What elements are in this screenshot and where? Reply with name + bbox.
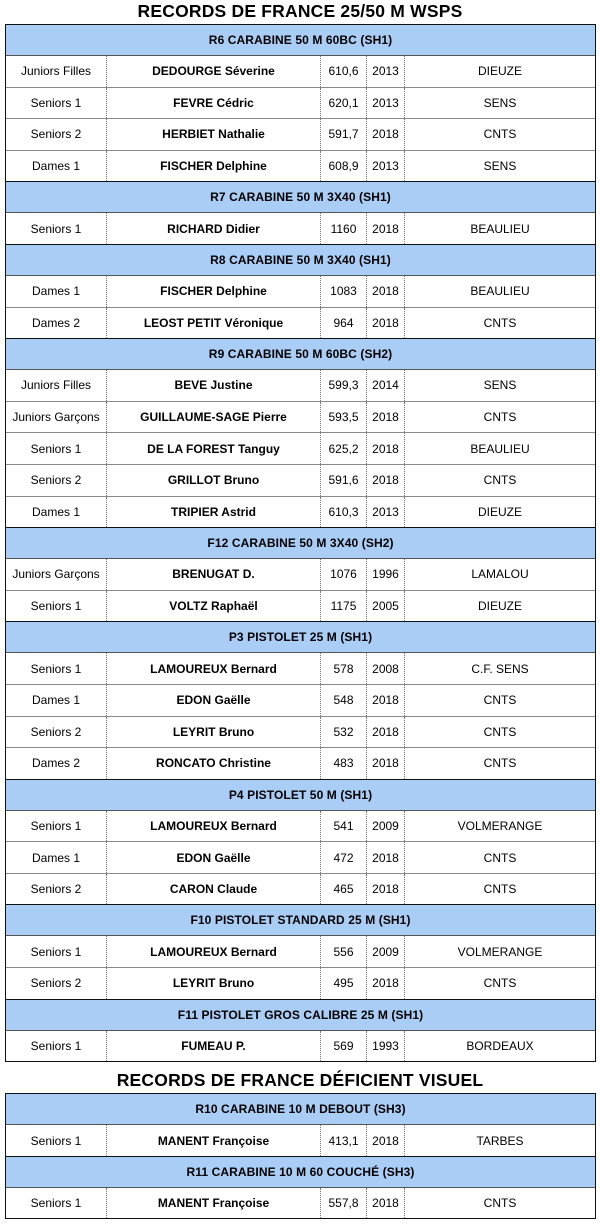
record-score: 1083	[321, 276, 367, 307]
record-holder-name: HERBIET Nathalie	[107, 119, 321, 150]
record-place: BORDEAUX	[466, 1038, 534, 1053]
records-table-deficient-visuel	[5, 1093, 596, 1219]
record-score: 556	[321, 936, 367, 967]
record-score: 593,5	[321, 402, 367, 433]
record-year: 2018	[367, 842, 405, 873]
record-row	[6, 370, 595, 402]
record-score: 620,1	[321, 88, 367, 119]
record-category: Juniors Filles	[6, 370, 107, 401]
record-category: Seniors 1	[6, 1031, 107, 1062]
record-place: BEAULIEU	[470, 284, 530, 299]
section-title-deficient-visuel: RECORDS DE FRANCE DÉFICIENT VISUEL	[116, 1070, 484, 1091]
record-category: Seniors 1	[6, 1125, 107, 1156]
record-place: LAMALOU	[471, 567, 529, 582]
record-holder-name: LEOST PETIT Véronique	[107, 308, 321, 339]
record-year: 2018	[367, 748, 405, 779]
record-category: Seniors 1	[6, 1188, 107, 1219]
record-score: 532	[321, 717, 367, 748]
record-year: 2018	[367, 1188, 405, 1219]
record-row	[6, 151, 595, 182]
record-row	[6, 559, 595, 591]
record-category: Seniors 1	[6, 653, 107, 684]
record-place: CNTS	[483, 693, 517, 708]
record-score: 610,6	[321, 56, 367, 87]
record-category: Seniors 1	[6, 88, 107, 119]
record-score: 548	[321, 685, 367, 716]
record-row	[6, 685, 595, 717]
record-place: VOLMERANGE	[457, 944, 543, 959]
record-place: SENS	[483, 159, 517, 174]
record-category: Dames 1	[6, 842, 107, 873]
event-header: R10 CARABINE 10 M DEBOUT (SH3)	[6, 1094, 595, 1125]
record-year: 2018	[367, 717, 405, 748]
record-year: 2018	[367, 465, 405, 496]
record-category: Seniors 2	[6, 874, 107, 905]
record-row	[6, 1031, 595, 1062]
record-category: Seniors 1	[6, 811, 107, 842]
record-row	[6, 88, 595, 120]
record-year: 2018	[367, 213, 405, 244]
record-score: 472	[321, 842, 367, 873]
record-year: 2005	[367, 591, 405, 622]
record-holder-name: RICHARD Didier	[107, 213, 321, 244]
record-year: 2013	[367, 56, 405, 87]
record-year: 2018	[367, 119, 405, 150]
record-place: CNTS	[483, 315, 517, 330]
page-title: RECORDS DE FRANCE 25/50 M WSPS	[137, 1, 463, 21]
record-holder-name: FUMEAU P.	[107, 1031, 321, 1062]
record-place: BEAULIEU	[470, 441, 530, 456]
record-year: 2009	[367, 936, 405, 967]
record-category: Seniors 1	[6, 591, 107, 622]
record-holder-name: BRENUGAT D.	[107, 559, 321, 590]
record-row	[6, 717, 595, 749]
record-holder-name: LAMOUREUX Bernard	[107, 811, 321, 842]
event-header: F11 PISTOLET GROS CALIBRE 25 M (SH1)	[6, 1000, 595, 1031]
record-year: 2013	[367, 88, 405, 119]
event-block	[6, 1094, 595, 1156]
record-holder-name: EDON Gaëlle	[107, 842, 321, 873]
record-place: CNTS	[483, 976, 517, 991]
record-row	[6, 936, 595, 968]
record-score: 413,1	[321, 1125, 367, 1156]
record-place: CNTS	[483, 882, 517, 897]
record-row	[6, 308, 595, 339]
event-block	[6, 779, 595, 905]
record-place: CNTS	[483, 473, 517, 488]
event-header: P4 PISTOLET 50 M (SH1)	[6, 780, 595, 811]
record-year: 2018	[367, 402, 405, 433]
record-category: Seniors 2	[6, 968, 107, 999]
record-score: 610,3	[321, 497, 367, 528]
record-place: CNTS	[483, 724, 517, 739]
record-score: 599,3	[321, 370, 367, 401]
record-place: CNTS	[483, 1196, 517, 1211]
record-score: 591,6	[321, 465, 367, 496]
record-category: Seniors 1	[6, 433, 107, 464]
event-block	[6, 244, 595, 338]
record-row	[6, 591, 595, 622]
record-score: 541	[321, 811, 367, 842]
event-header: F12 CARABINE 50 M 3X40 (SH2)	[6, 528, 595, 559]
record-place: DIEUZE	[477, 64, 522, 79]
record-category: Juniors Garçons	[6, 559, 107, 590]
event-header: P3 PISTOLET 25 M (SH1)	[6, 622, 595, 653]
record-holder-name: LEYRIT Bruno	[107, 717, 321, 748]
record-year: 2018	[367, 1125, 405, 1156]
record-holder-name: CARON Claude	[107, 874, 321, 905]
event-header: R9 CARABINE 50 M 60BC (SH2)	[6, 339, 595, 370]
record-holder-name: LAMOUREUX Bernard	[107, 936, 321, 967]
record-score: 625,2	[321, 433, 367, 464]
record-row	[6, 465, 595, 497]
record-category: Seniors 2	[6, 717, 107, 748]
record-year: 1993	[367, 1031, 405, 1062]
record-row	[6, 968, 595, 999]
record-row	[6, 213, 595, 244]
event-header: R7 CARABINE 50 M 3X40 (SH1)	[6, 182, 595, 213]
record-score: 608,9	[321, 151, 367, 182]
record-year: 2018	[367, 276, 405, 307]
record-year: 2014	[367, 370, 405, 401]
record-row	[6, 56, 595, 88]
record-year: 2009	[367, 811, 405, 842]
record-place: CNTS	[483, 756, 517, 771]
record-holder-name: VOLTZ Raphaël	[107, 591, 321, 622]
record-year: 2018	[367, 685, 405, 716]
record-score: 964	[321, 308, 367, 339]
record-place: C.F. SENS	[471, 661, 529, 676]
record-holder-name: MANENT Françoise	[107, 1188, 321, 1219]
record-year: 2013	[367, 151, 405, 182]
event-block	[6, 338, 595, 527]
record-score: 1076	[321, 559, 367, 590]
record-category: Dames 2	[6, 748, 107, 779]
record-holder-name: BEVE Justine	[107, 370, 321, 401]
record-year: 2013	[367, 497, 405, 528]
record-place: TARBES	[476, 1133, 524, 1148]
record-holder-name: LEYRIT Bruno	[107, 968, 321, 999]
record-place: CNTS	[483, 850, 517, 865]
record-holder-name: FEVRE Cédric	[107, 88, 321, 119]
record-holder-name: DEDOURGE Séverine	[107, 56, 321, 87]
event-block	[6, 527, 595, 621]
event-header: R11 CARABINE 10 M 60 COUCHÉ (SH3)	[6, 1157, 595, 1188]
record-place: DIEUZE	[477, 504, 522, 519]
record-year: 2008	[367, 653, 405, 684]
record-holder-name: EDON Gaëlle	[107, 685, 321, 716]
record-year: 2018	[367, 968, 405, 999]
record-year: 2018	[367, 874, 405, 905]
record-score: 569	[321, 1031, 367, 1062]
records-table-wsps	[5, 24, 596, 1062]
event-block	[6, 25, 595, 181]
record-holder-name: DE LA FOREST Tanguy	[107, 433, 321, 464]
record-category: Dames 1	[6, 276, 107, 307]
event-block	[6, 904, 595, 998]
record-holder-name: GUILLAUME-SAGE Pierre	[107, 402, 321, 433]
record-row	[6, 119, 595, 151]
record-year: 2018	[367, 433, 405, 464]
event-header: R8 CARABINE 50 M 3X40 (SH1)	[6, 245, 595, 276]
record-holder-name: FISCHER Delphine	[107, 151, 321, 182]
record-row	[6, 1125, 595, 1156]
record-row	[6, 497, 595, 528]
record-year: 2018	[367, 308, 405, 339]
record-place: CNTS	[483, 410, 517, 425]
record-place: SENS	[483, 95, 517, 110]
record-row	[6, 653, 595, 685]
record-row	[6, 874, 595, 905]
record-score: 465	[321, 874, 367, 905]
record-score: 591,7	[321, 119, 367, 150]
record-category: Dames 2	[6, 308, 107, 339]
record-holder-name: TRIPIER Astrid	[107, 497, 321, 528]
event-header: R6 CARABINE 50 M 60BC (SH1)	[6, 25, 595, 56]
record-holder-name: RONCATO Christine	[107, 748, 321, 779]
record-score: 1160	[321, 213, 367, 244]
record-category: Dames 1	[6, 151, 107, 182]
record-score: 1175	[321, 591, 367, 622]
record-place: DIEUZE	[477, 599, 522, 614]
record-category: Dames 1	[6, 497, 107, 528]
record-category: Seniors 2	[6, 119, 107, 150]
record-holder-name: GRILLOT Bruno	[107, 465, 321, 496]
event-block	[6, 1156, 595, 1219]
record-row	[6, 276, 595, 308]
record-place: SENS	[483, 378, 517, 393]
record-row	[6, 402, 595, 434]
record-score: 578	[321, 653, 367, 684]
record-score: 495	[321, 968, 367, 999]
record-category: Juniors Garçons	[6, 402, 107, 433]
record-year: 1996	[367, 559, 405, 590]
record-holder-name: LAMOUREUX Bernard	[107, 653, 321, 684]
record-row	[6, 748, 595, 779]
record-category: Juniors Filles	[6, 56, 107, 87]
record-category: Seniors 1	[6, 936, 107, 967]
record-row	[6, 1188, 595, 1219]
record-place: VOLMERANGE	[457, 818, 543, 833]
event-block	[6, 181, 595, 244]
record-row	[6, 811, 595, 843]
record-holder-name: MANENT Françoise	[107, 1125, 321, 1156]
record-row	[6, 433, 595, 465]
record-category: Dames 1	[6, 685, 107, 716]
record-row	[6, 842, 595, 874]
record-place: CNTS	[483, 127, 517, 142]
record-holder-name: FISCHER Delphine	[107, 276, 321, 307]
event-block	[6, 999, 595, 1062]
event-block	[6, 621, 595, 778]
event-header: F10 PISTOLET STANDARD 25 M (SH1)	[6, 905, 595, 936]
record-score: 483	[321, 748, 367, 779]
record-category: Seniors 1	[6, 213, 107, 244]
record-place: BEAULIEU	[470, 221, 530, 236]
record-score: 557,8	[321, 1188, 367, 1219]
record-category: Seniors 2	[6, 465, 107, 496]
